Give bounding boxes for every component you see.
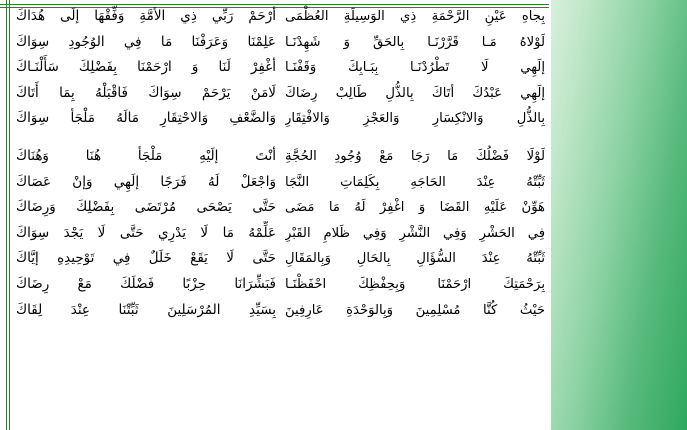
verse-line: عَلِمْنَا وَعَرَفْنَا مَا فِي الوُجُودِ سِوَاكَ [16,33,276,50]
verse-line: بِسَيِّدِ المُرْسَلِينَ ثَبِّتْنَا عِنْدَ لِقَاكَ [16,301,276,318]
verse-line: هَوِّنْ عَلَيْهِ القَضَا وَ اغْفِرْ لَهُ مَا مَضَى [285,200,545,216]
page-border-left-outer [6,0,7,430]
verse-line: حَيْثُ كُنَّا مُسْلِمِينَ وَبِالوَحْدَةِ عَارِفِينَ [285,302,545,318]
stanza-gap [16,132,276,144]
verse-line: عَلِّمْهُ مَا لَا يَدْرِي حَتَّى لَا يَجْدَ سِوَاكَ [16,224,276,241]
verse-line: أنْتَ إلَيْهِ مَلْجَأ هُنَا وَهُنَاكَ [16,147,276,164]
verse-stanza [285,4,545,132]
verse-line: حَتَّى يَصْحَى مُرْتَضَى بِفَضْلِكَ وَرِضَاكَ [16,199,276,216]
verse-line: فَبَشِّرَانَا حِزْبًا فَضْلَكَ مَعْ رِضَاكَ [16,275,276,292]
verse-column-left [12,0,280,430]
verse-line: ثَبِّتْهُ عِنْدَ الحَاجَهِ بِكَلِمَاتِ النَّجَا [285,174,545,190]
verse-line: ثَبِّتْهُ عِنْدَ السُّؤَالِ بِالحَالِ وَبِالمَقَالِ [285,251,545,267]
verse-column-right [281,0,549,430]
verse-stanza [16,144,276,323]
verse-line: لَامَنْ يَرْحَمْ سِوَاكَ فَاقْبَلْهُ بِمَا أَتَاكَ [16,84,276,101]
verse-line: وَالضَّعْفِ وَالاحْتِقَارِ مَالَهُ مَلْجَأ سِوَاكَ [16,110,276,127]
verse-line: فِي الحَشْرِ وَفِي النَّشْرِ وَفِي ظَلامِ القَبْرِ [285,225,545,241]
verse-line: لَوْلاهُ مَـا قَرَّرْنَـا بِالحَقِّ وَ شَهِدْنَـا [285,34,545,50]
column-divider [280,0,281,430]
decorative-green-panel [549,0,687,430]
verse-line: لَوْلَا فَضْلُكَ مَا رَجَا مَعْ وُجُودِ الحُجَّةِ [285,148,545,164]
page-border-left-inner [9,0,10,430]
verse-line: حَتَّى لَا يَقَعْ خَلَلٌ فِي تَوْحِيدِهِ إيَّاكَ [16,250,276,267]
verse-line: بِالذُّلِ وَالانْكِسَارِ وَالعَجْزِ وَالافْتِقَارِ [285,111,545,127]
text-body [12,0,549,430]
verse-line: أرْحَمْ رَبِّي ذِي الأمَّةِ وَفِّقْهَا إلَى هُدَاكَ [16,8,276,24]
panel-white-edge [549,0,551,430]
verse-line: بِرَحْمَتِكَ ارْحَمْنَا وَبِحِفْظِكَ احْفَظْنَـا [285,276,545,292]
verse-line: وَاجْعَلْ لَهُ فَرَجًا إلَهِي وَإنْ عَصَاكَ [16,173,276,190]
verse-line: بِجاهِ عَيْنِ الرَّحْمَةِ ذِي الوَسِيلَةِ العُظْمَى [285,9,545,24]
verse-line: إلَهِي عَبْدُكَ أتَاكَ بِالذُّلِ طَالِبْ رِضَاكَ [285,85,545,101]
verse-stanza [16,4,276,132]
verse-line: أغْفِرْ لَنَا وَ ارْحَمْنَا بِفَضْلِكَ سَأَلْنَـاكَ [16,59,276,76]
verse-stanza [285,144,545,323]
verse-line: إلَهِي لَا تَطْرُدْنَـا بِبَـابِكَ وَقَفْنَـا [285,60,545,76]
stanza-gap [285,132,545,144]
